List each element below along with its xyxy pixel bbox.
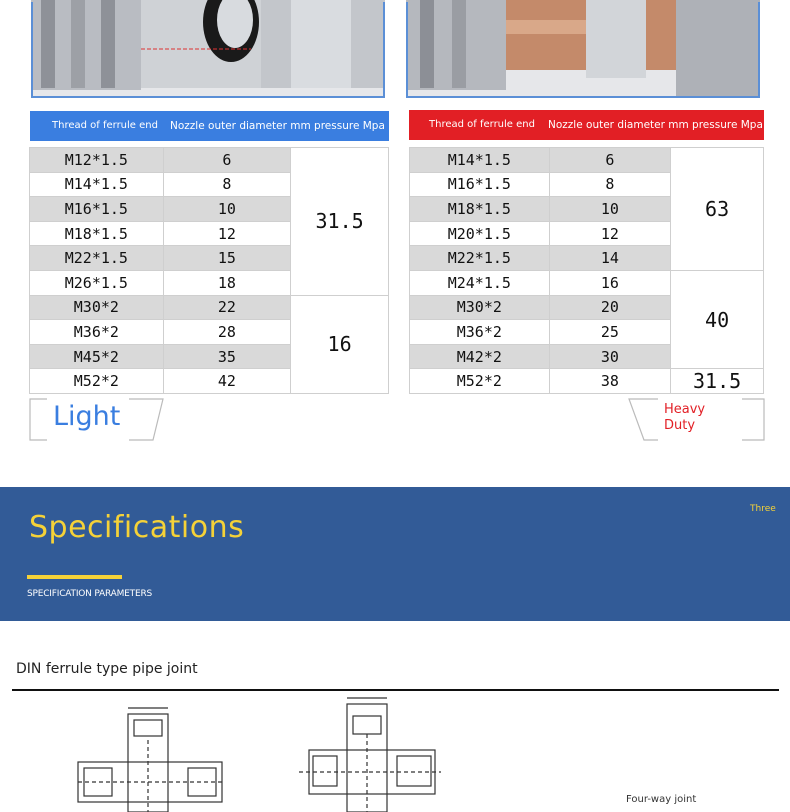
specifications-title: Specifications [29,510,245,545]
product-photo-heavy [406,0,760,98]
diameter-cell: 25 [549,320,671,345]
thread-header-label: Thread of ferrule end [52,120,158,131]
table-row [410,369,764,394]
four-way-caption: Four-way joint [626,794,697,805]
thread-cell: M42*2 [410,344,550,369]
thread-header-label: Thread of ferrule end [429,119,535,130]
diameter-cell: 22 [163,295,291,320]
thread-cell: M12*1.5 [30,148,164,173]
cross-joint-drawing [70,700,230,812]
thread-cell: M45*2 [30,344,164,369]
pressure-cell: 63 [671,148,764,271]
pressure-cell: 31.5 [671,369,764,394]
diameter-cell: 10 [549,197,671,222]
table-row [410,148,764,173]
pressure-cell: 40 [671,270,764,368]
diameter-cell: 15 [163,246,291,271]
diameter-cell: 6 [163,148,291,173]
tee-joint-drawing [295,694,445,812]
product-photo-light [31,0,385,98]
thread-cell: M18*1.5 [410,197,550,222]
diameter-cell: 35 [163,344,291,369]
diameter-cell: 30 [549,344,671,369]
corner-label: Three [750,504,776,514]
diameter-cell: 8 [163,172,291,197]
diameter-cell: 14 [549,246,671,271]
nozzle-header-label: Nozzle outer diameter mm pressure Mpa [170,120,385,132]
section-divider [12,689,779,691]
thread-cell: M52*2 [30,369,164,394]
heavy-badge-label: Heavy Duty [664,402,706,433]
thread-cell: M16*1.5 [30,197,164,222]
din-section-title: DIN ferrule type pipe joint [16,661,198,677]
specifications-subtitle: SPECIFICATION PARAMETERS [27,589,153,599]
table-row [410,270,764,295]
thread-cell: M22*1.5 [30,246,164,271]
pressure-cell: 31.5 [291,148,389,296]
diameter-cell: 18 [163,270,291,295]
table-row [30,295,389,320]
thread-cell: M26*1.5 [30,270,164,295]
diameter-cell: 6 [549,148,671,173]
thread-cell: M36*2 [410,320,550,345]
thread-cell: M14*1.5 [410,148,550,173]
diameter-cell: 10 [163,197,291,222]
specifications-band [0,487,790,621]
thread-cell: M16*1.5 [410,172,550,197]
thread-cell: M36*2 [30,320,164,345]
diameter-cell: 16 [549,270,671,295]
photo-frame [31,2,385,98]
diameter-cell: 42 [163,369,291,394]
heavy-spec-table [409,147,764,394]
nozzle-header-label: Nozzle outer diameter mm pressure Mpa [548,119,763,131]
pressure-cell: 16 [291,295,389,393]
left-table-header [30,111,389,141]
right-table-header [409,110,764,140]
diameter-cell: 28 [163,320,291,345]
light-badge-label: Light [53,401,121,432]
thread-cell: M52*2 [410,369,550,394]
diameter-cell: 12 [549,221,671,246]
thread-cell: M24*1.5 [410,270,550,295]
thread-cell: M22*1.5 [410,246,550,271]
table-row [30,148,389,173]
diameter-cell: 38 [549,369,671,394]
diameter-cell: 20 [549,295,671,320]
thread-cell: M20*1.5 [410,221,550,246]
diameter-cell: 8 [549,172,671,197]
photo-frame [406,2,760,98]
thread-cell: M30*2 [410,295,550,320]
diameter-cell: 12 [163,221,291,246]
light-spec-table [29,147,389,394]
title-accent-bar [27,575,122,579]
thread-cell: M30*2 [30,295,164,320]
thread-cell: M18*1.5 [30,221,164,246]
thread-cell: M14*1.5 [30,172,164,197]
